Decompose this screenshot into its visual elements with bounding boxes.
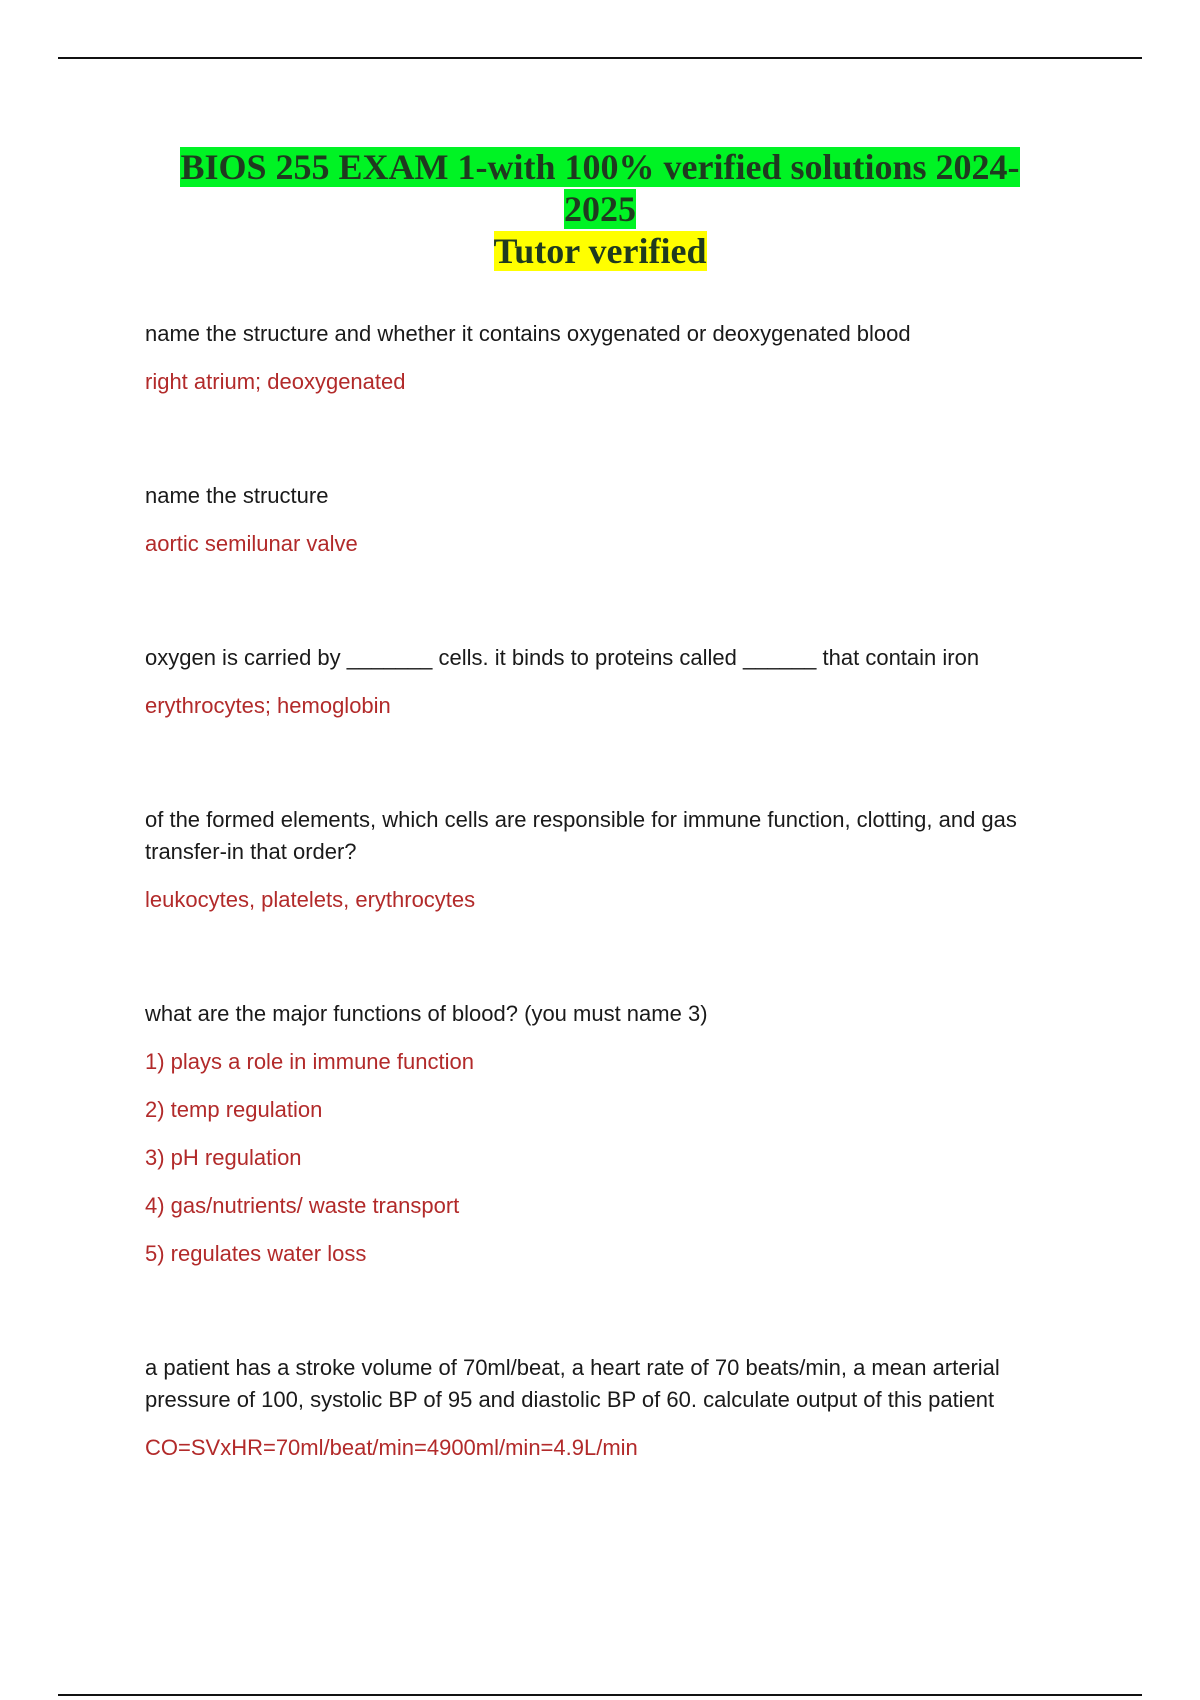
answer-text: 4) gas/nutrients/ waste transport: [145, 1193, 460, 1218]
top-rule: [58, 57, 1142, 59]
answer-text: erythrocytes; hemoglobin: [145, 693, 391, 718]
question-text: name the structure: [145, 483, 329, 508]
question-text: of the formed elements, which cells are responsible for immune function, clotting, and gas transfer-in that order?: [145, 807, 1017, 864]
answer-text: 1) plays a role in immune function: [145, 1049, 474, 1074]
qa-list: [145, 318, 1045, 1480]
bottom-rule: [58, 1694, 1142, 1696]
answer-text: 5) regulates water loss: [145, 1241, 367, 1266]
answer-text: 2) temp regulation: [145, 1097, 323, 1122]
question-text: what are the major functions of blood? (you must name 3): [145, 1001, 708, 1026]
answer-text: 3) pH regulation: [145, 1145, 302, 1170]
document-title: BIOS 255 EXAM 1-with 100% verified solutions 2024-2025: [180, 147, 1020, 229]
qa-item: [145, 998, 1045, 1270]
answer-text: CO=SVxHR=70ml/beat/min=4900ml/min=4.9L/min: [145, 1435, 638, 1460]
question-text: name the structure and whether it contains oxygenated or deoxygenated blood: [145, 321, 911, 346]
qa-item: [145, 480, 1045, 560]
qa-item: [145, 642, 1045, 722]
document-header: [0, 146, 1200, 272]
question-text: a patient has a stroke volume of 70ml/beat, a heart rate of 70 beats/min, a mean arterial pressure of 100, systolic BP of 95 and diastolic BP of 60. calculate output of this patient: [145, 1355, 1000, 1412]
qa-item: [145, 1352, 1045, 1464]
qa-item: [145, 804, 1045, 916]
question-text: oxygen is carried by _______ cells. it binds to proteins called ______ that contain iron: [145, 645, 980, 670]
answer-text: leukocytes, platelets, erythrocytes: [145, 887, 476, 912]
answer-text: aortic semilunar valve: [145, 531, 358, 556]
qa-item: [145, 318, 1045, 398]
document-subtitle: Tutor verified: [493, 231, 707, 271]
answer-text: right atrium; deoxygenated: [145, 369, 406, 394]
